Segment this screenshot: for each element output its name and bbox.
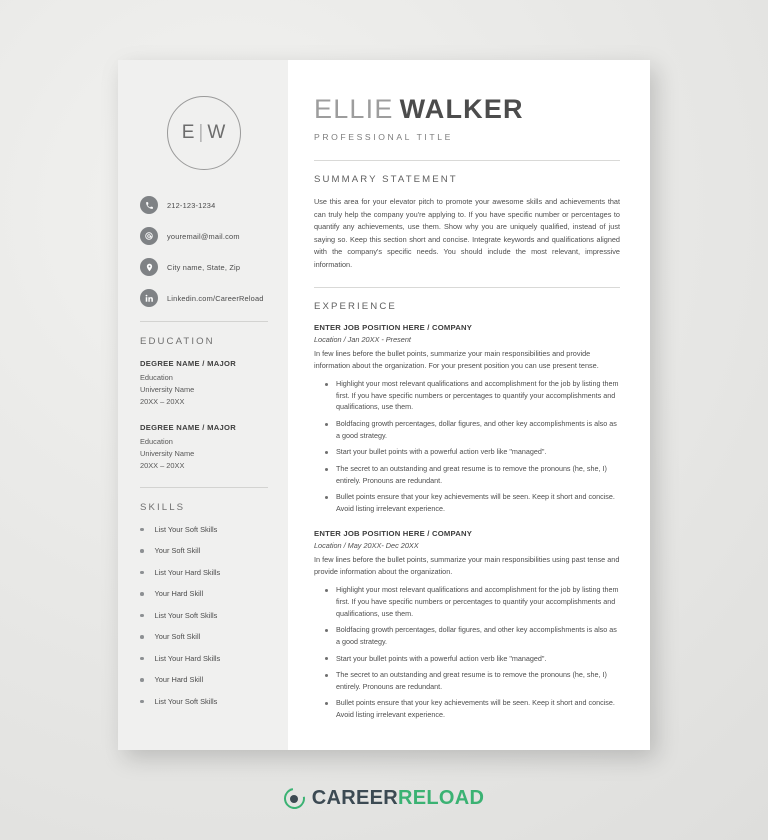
monogram-separator: | — [198, 122, 205, 143]
list-item: The secret to an outstanding and great resume is to remove the pronouns (he, she, I) entirely. Pronouns are redundant. — [336, 463, 620, 486]
list-item: The secret to an outstanding and great resume is to remove the pronouns (he, she, I) entirely. Pronouns are redundant. — [336, 669, 620, 692]
bullet-dot-icon — [140, 571, 144, 575]
sidebar-divider-education — [140, 321, 268, 322]
list-item — [140, 654, 268, 663]
experience-meta: Location / Jan 20XX - Present — [314, 334, 411, 344]
experience-intro: In few lines before the bullet points, summarize your main responsibilities using past tense and provide information about the organization. — [314, 554, 620, 576]
bullet-dot-icon — [140, 678, 144, 682]
education-field: Education — [140, 373, 173, 382]
bullet-dot-icon — [140, 592, 144, 596]
resume-document — [118, 60, 650, 750]
experience-bullets — [314, 584, 620, 721]
list-item: Start your bullet points with a powerful action verb like "managed". — [336, 446, 620, 458]
list-item — [140, 675, 268, 684]
skill-label: List Your Hard Skills — [154, 653, 221, 663]
skills-heading: SKILLS — [140, 501, 186, 513]
professional-title: PROFESSIONAL TITLE — [314, 132, 453, 142]
skill-label: Your Soft Skill — [154, 632, 201, 642]
bullet-dot-icon — [140, 700, 144, 704]
bullet-dot-icon — [140, 635, 144, 639]
careerreload-logo[interactable] — [0, 787, 768, 810]
education-field: Education — [140, 436, 173, 446]
experience-entry — [314, 529, 620, 721]
list-item — [140, 697, 268, 706]
phone-icon — [140, 196, 158, 214]
monogram-avatar — [167, 96, 241, 170]
contact-item-email — [140, 227, 268, 245]
experience-heading: EXPERIENCE — [314, 300, 397, 312]
experience-intro: In few lines before the bullet points, summarize your main responsibilities and provide information about the organization. For your present position you can use present tense. — [314, 348, 599, 370]
location-icon — [140, 258, 158, 276]
skill-label: Your Soft Skill — [154, 546, 201, 556]
experience-entry — [314, 323, 620, 515]
education-heading: EDUCATION — [140, 336, 215, 347]
skill-label: Your Hard Skill — [154, 589, 204, 599]
resume-main — [288, 60, 650, 750]
list-item: Boldfacing growth percentages, dollar figures, and other key accomplishments is also as a good strategy. — [336, 624, 620, 647]
sidebar-divider-skills — [140, 487, 268, 488]
skill-label: List Your Soft Skills — [154, 696, 218, 706]
list-item — [140, 589, 268, 598]
list-item — [140, 568, 268, 577]
education-school: University Name — [140, 384, 195, 394]
bullet-dot-icon — [140, 528, 144, 532]
logo-text-reload: RELOAD — [398, 787, 485, 809]
list-item — [140, 546, 268, 555]
list-item — [140, 632, 268, 641]
logo-text-career: CAREER — [311, 787, 398, 809]
contact-item-phone — [140, 196, 268, 214]
skill-label: Your Hard Skill — [154, 675, 204, 685]
education-school: University Name — [140, 448, 195, 458]
experience-meta: Location / May 20XX- Dec 20XX — [314, 540, 419, 550]
experience-position: ENTER JOB POSITION HERE / COMPANY — [314, 322, 473, 332]
contact-linkedin-text: Linkedin.com/CareerReload — [167, 293, 264, 303]
contact-item-location — [140, 258, 268, 276]
skill-label: List Your Soft Skills — [154, 610, 218, 620]
list-item — [140, 525, 268, 534]
last-name: WALKER — [399, 94, 524, 124]
section-divider — [314, 160, 620, 161]
education-dates: 20XX – 20XX — [140, 460, 185, 470]
email-icon — [140, 227, 158, 245]
education-dates: 20XX – 20XX — [140, 396, 185, 406]
bullet-dot-icon — [140, 549, 144, 553]
contact-item-linkedin — [140, 289, 268, 307]
list-item — [140, 611, 268, 620]
monogram-initial-first: E — [181, 122, 196, 143]
list-item: Bullet points ensure that your key achievements will be seen. Keep it short and concise. Avoid listing irrelevant experience. — [336, 697, 620, 720]
skill-label: List Your Soft Skills — [154, 524, 218, 534]
education-degree: DEGREE NAME / MAJOR — [140, 422, 236, 432]
skill-label: List Your Hard Skills — [154, 567, 221, 577]
contact-location-text: City name, State, Zip — [167, 262, 241, 272]
summary-heading: SUMMARY STATEMENT — [314, 174, 458, 185]
list-item: Boldfacing growth percentages, dollar figures, and other key accomplishments is also as a good strategy. — [336, 418, 620, 441]
skills-list — [140, 525, 268, 706]
list-item: Highlight your most relevant qualifications and accomplishment for the job by listing them first. If you have specific numbers or percentages to quantify your accomplishments and qualifications, use them. — [336, 585, 619, 618]
experience-position: ENTER JOB POSITION HERE / COMPANY — [314, 528, 473, 538]
reload-icon — [284, 788, 305, 809]
list-item: Highlight your most relevant qualifications and accomplishment for the job by listing them first. If you have specific numbers or percentages to quantify your accomplishments and qualifications, use them. — [336, 379, 619, 412]
contact-phone-text: 212-123-1234 — [167, 200, 216, 210]
page-title — [314, 94, 620, 125]
monogram-initial-last: W — [207, 122, 227, 143]
experience-bullets — [314, 378, 620, 515]
summary-text: Use this area for your elevator pitch to promote your awesome skills and achievements that can truly help the company you're applying to. If you have specific number or percentages to quantify any achievements, use them. Show why you are uniquely qualified, instead of just saying so. Keep this section short and concise. Integrate keywords and qualifications aligned with the company's specific needs. You should include the most relevant, impressive information. — [314, 197, 620, 270]
list-item: Start your bullet points with a powerful action verb like "managed". — [336, 653, 620, 665]
list-item: Bullet points ensure that your key achievements will be seen. Keep it short and concise. Avoid listing irrelevant experience. — [336, 491, 620, 514]
education-entry — [140, 359, 268, 408]
first-name: ELLIE — [314, 94, 394, 124]
linkedin-icon — [140, 289, 158, 307]
section-divider — [314, 287, 620, 288]
contact-email-text: youremail@mail.com — [167, 231, 240, 241]
bullet-dot-icon — [140, 657, 144, 661]
contact-list — [140, 196, 268, 307]
education-entry — [140, 423, 268, 472]
education-degree: DEGREE NAME / MAJOR — [140, 359, 236, 368]
resume-sidebar — [118, 60, 288, 750]
bullet-dot-icon — [140, 614, 144, 618]
logo-text — [312, 787, 485, 810]
